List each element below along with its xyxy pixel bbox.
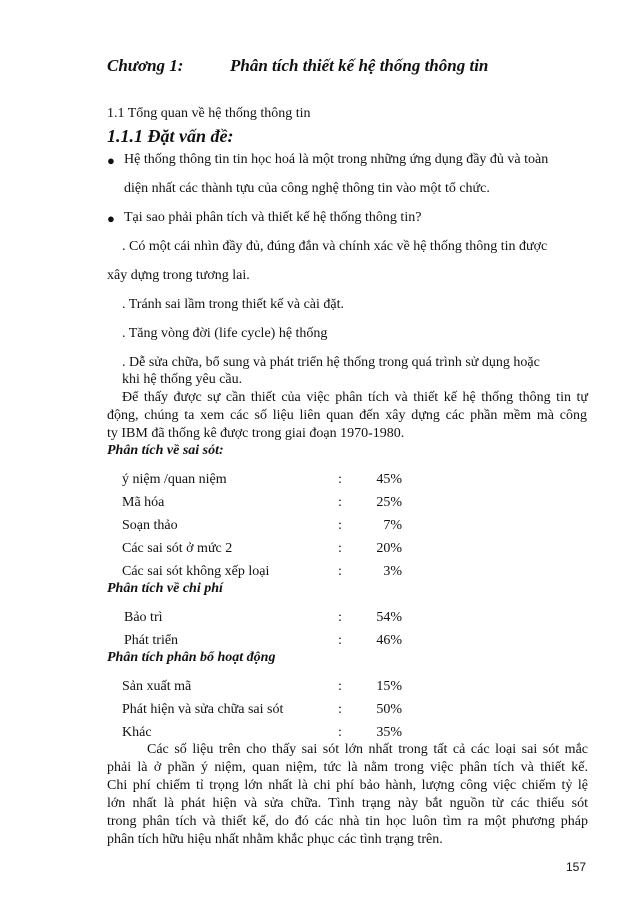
bullet-1-line-1: Hệ thống thông tin tin học hoá là một trong những ứng dụng đầy đủ và toàn [124,152,549,167]
table-row-value: 54% [376,610,402,625]
table-row-value: 20% [376,541,402,556]
bullet-icon: ● [107,153,115,168]
chapter-title: Phân tích thiết kế hệ thống thông tin [230,56,489,75]
reason-1-line-2: xây dựng trong tương lai. [107,268,250,283]
subsection-heading: 1.1.1 Đặt vấn đề: [107,126,234,146]
table-row-colon: : [338,541,342,556]
conclusion-line-2: phải là ở phần ý niệm, quan niệm, tức là nằm trong việc phân tích và thiết kế. [107,760,588,775]
activities-heading: Phân tích phân bổ hoạt động [107,650,276,665]
table-row-value: 35% [376,725,402,740]
intro-line-2: động, chúng ta xem các số liệu liên quan đến xây dựng các phần mềm mà công [107,408,587,423]
intro-line-1: Để thấy được sự cần thiết của việc phân tích và thiết kế hệ thống thông tin tự [122,390,588,405]
reason-4-line-1: . Dễ sửa chữa, bổ sung và phát triển hệ thống trong quá trình sử dụng hoặc [122,355,540,370]
bullet-2-line-1: Tại sao phải phân tích và thiết kế hệ thống thông tin? [124,210,422,225]
table-row-value: 25% [376,495,402,510]
intro-line-3: ty IBM đã thống kê được trong giai đoạn 1970-1980. [107,426,405,441]
table-row-label: Phát hiện và sửa chữa sai sót [122,702,284,717]
reason-1-line-1: . Có một cái nhìn đầy đủ, đúng đắn và chính xác về hệ thống thông tin được [122,239,548,254]
table-row-label: Bảo trì [124,610,163,625]
table-row-value: 15% [376,679,402,694]
table-row-label: ý niệm /quan niệm [122,472,227,487]
costs-heading: Phân tích về chi phí [107,581,223,596]
chapter-number: Chương 1: [107,56,184,75]
table-row-label: Sản xuất mã [122,679,192,694]
conclusion-line-1: Các số liệu trên cho thấy sai sót lớn nhất trong tất cả các loại sai sót mắc [147,742,588,757]
table-row-label: Khác [122,725,152,740]
conclusion-line-3: Chi phí chiếm tỉ trọng lớn nhất là chi phí bảo hành, lượng công việc chiếm tỷ lệ [107,778,588,793]
table-row-colon: : [338,702,342,717]
table-row-colon: : [338,679,342,694]
table-row-value: 45% [376,472,402,487]
section-heading: 1.1 Tổng quan về hệ thống thông tin [107,106,311,121]
table-row-label: Các sai sót ở mức 2 [122,541,233,556]
table-row-colon: : [338,495,342,510]
conclusion-line-5: trong phân tích và thiết kế, do đó các nhà tin học luôn tìm ra một phương pháp [107,814,588,829]
table-row-value: 3% [383,564,402,579]
table-row-label: Mã hóa [122,495,165,510]
page-number: 157 [566,860,587,874]
bullet-icon: ● [107,211,115,226]
table-row-colon: : [338,633,342,648]
conclusion-line-4: lớn nhất là phát hiện và sửa chữa. Tình trạng này bắt nguồn từ các thiếu sót [107,796,588,811]
reason-2: . Tránh sai lầm trong thiết kế và cài đặt. [122,297,345,312]
table-row-label: Soạn thảo [122,518,178,533]
conclusion-line-6: phân tích hữu hiệu nhất nhằm khắc phục các tình trạng trên. [107,832,443,847]
table-row-value: 46% [376,633,402,648]
table-row-label: Các sai sót không xếp loại [122,564,270,579]
reason-4-line-2: khi hệ thống yêu cầu. [122,372,243,387]
table-row-colon: : [338,564,342,579]
table-row-colon: : [338,610,342,625]
table-row-colon: : [338,725,342,740]
reason-3: . Tăng vòng đời (life cycle) hệ thống [122,326,328,341]
table-row-value: 50% [376,702,402,717]
table-row-colon: : [338,472,342,487]
table-row-colon: : [338,518,342,533]
errors-heading: Phân tích về sai sót: [107,443,224,458]
bullet-1-line-2: diện nhất các thành tựu của công nghệ thông tin vào một tổ chức. [124,181,490,196]
table-row-value: 7% [383,518,402,533]
table-row-label: Phát triển [124,633,179,648]
